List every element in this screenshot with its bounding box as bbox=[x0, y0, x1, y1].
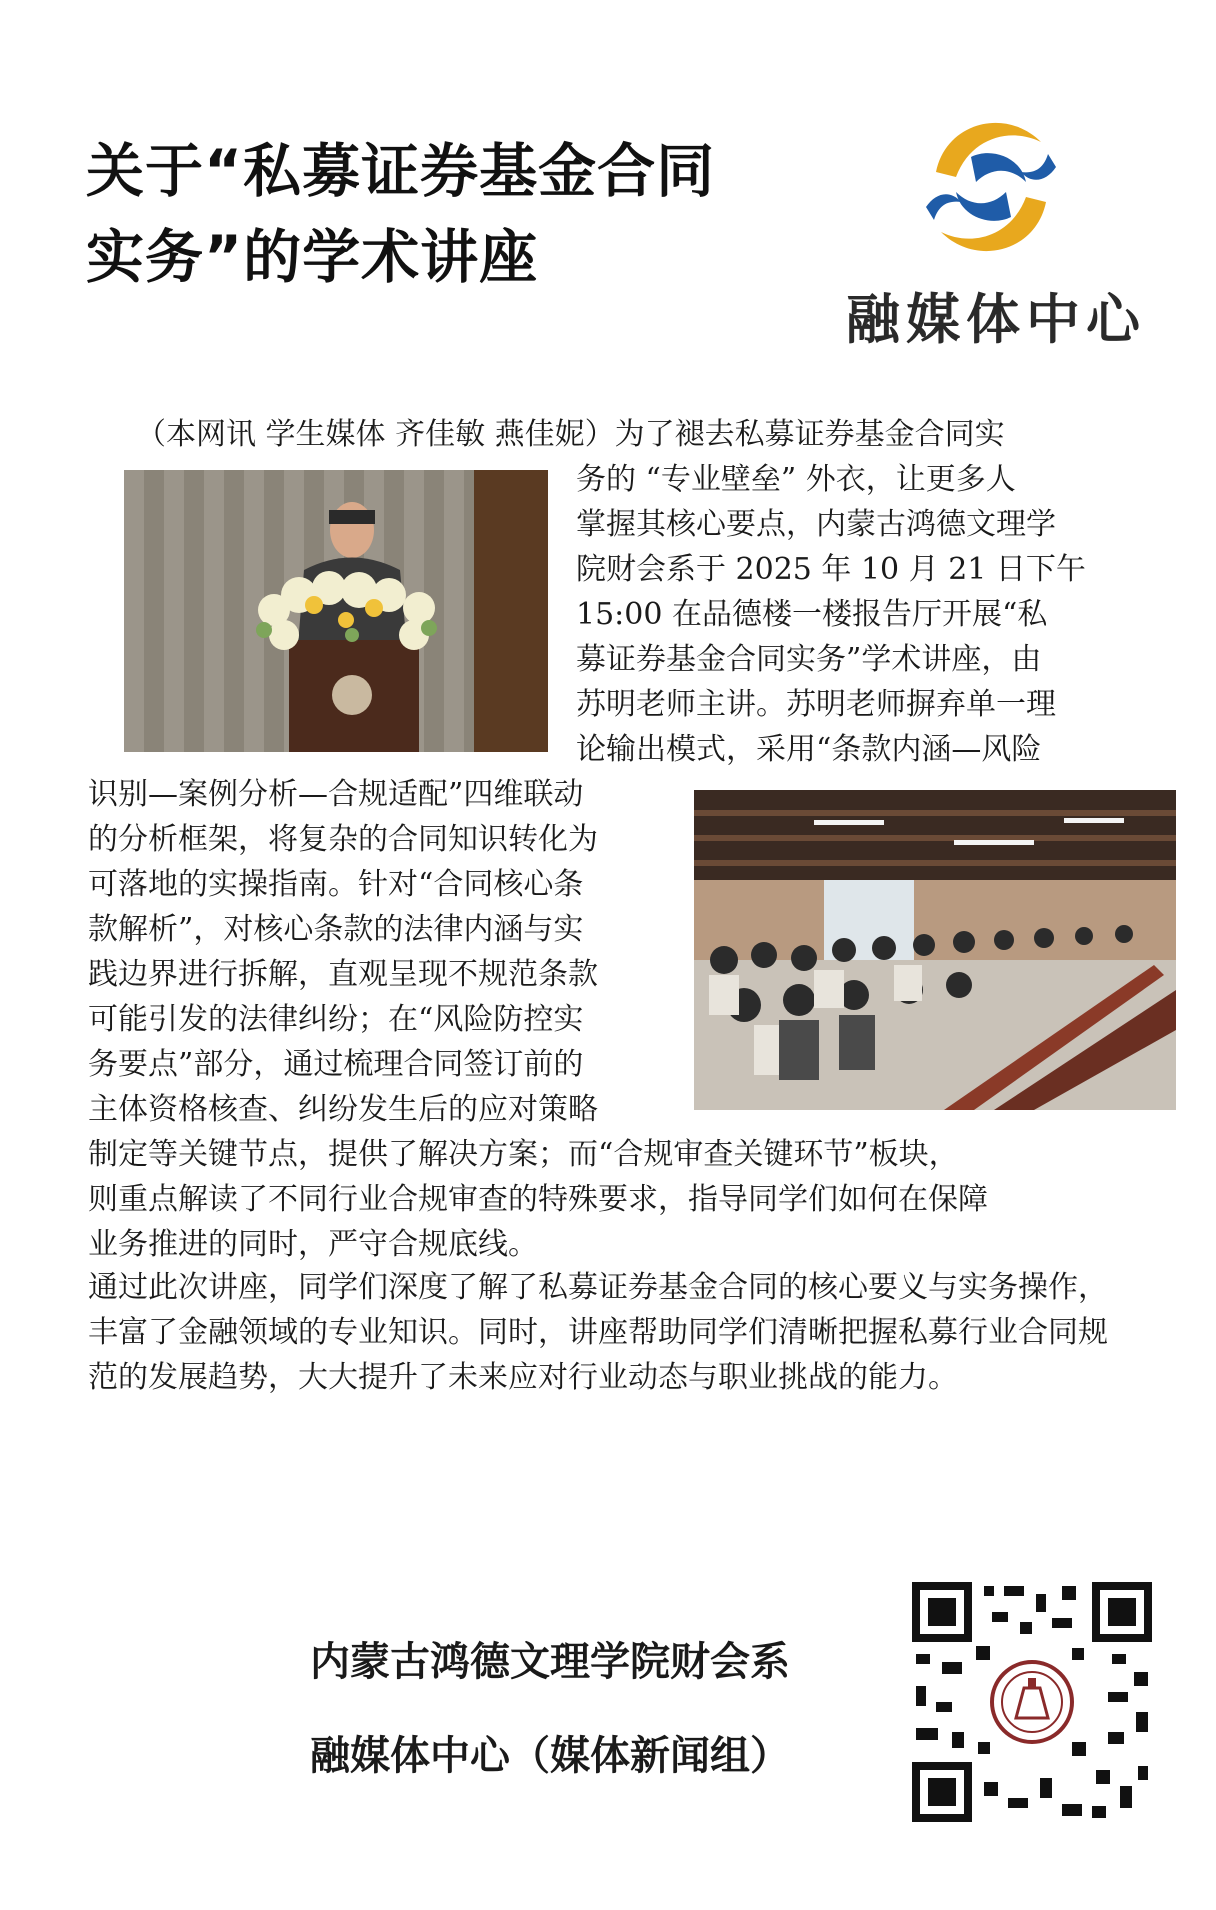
article-line: 则重点解读了不同行业合规审查的特殊要求，指导同学们如何在保障 bbox=[88, 1182, 988, 1217]
footer-organization: 内蒙古鸿德文理学院财会系 bbox=[310, 1639, 790, 1685]
article-line: 主体资格核查、纠纷发生后的应对策略 bbox=[88, 1092, 598, 1127]
article-title bbox=[86, 128, 806, 300]
article-line: 务要点”部分，通过梳理合同签订前的 bbox=[88, 1047, 584, 1082]
qr-code-icon[interactable] bbox=[912, 1582, 1152, 1822]
article-line: 院财会系于 2025 年 10 月 21 日下午 bbox=[576, 552, 1086, 587]
audience-photo bbox=[694, 790, 1176, 1110]
article-line: （本网讯 学生媒体 齐佳敏 燕佳妮）为了褪去私募证券基金合同实 bbox=[136, 417, 1005, 452]
footer-unit: 融媒体中心（媒体新闻组） bbox=[310, 1733, 790, 1779]
article-line: 苏明老师主讲。苏明老师摒弃单一理 bbox=[576, 687, 1056, 722]
article-line: 论输出模式，采用“条款内涵—风险 bbox=[576, 732, 1042, 767]
article-line: 掌握其核心要点，内蒙古鸿德文理学 bbox=[576, 507, 1056, 542]
article-line: 募证券基金合同实务”学术讲座，由 bbox=[576, 642, 1042, 677]
article-line: 识别—案例分析—合规适配”四维联动 bbox=[88, 777, 584, 812]
logo-swirl-icon bbox=[916, 112, 1066, 262]
article-line: 可落地的实操指南。针对“合同核心条 bbox=[88, 867, 584, 902]
logo-text: 融媒体中心 bbox=[846, 288, 1146, 351]
title-line-2: 实务”的学术讲座 bbox=[86, 223, 539, 291]
article-line: 款解析”，对核心条款的法律内涵与实 bbox=[88, 912, 584, 947]
speaker-photo bbox=[124, 470, 548, 752]
article-line: 可能引发的法律纠纷；在“风险防控实 bbox=[88, 1002, 584, 1037]
article-line: 务的 “专业壁垒” 外衣，让更多人 bbox=[576, 462, 1016, 497]
article-line: 15:00 在品德楼一楼报告厅开展“私 bbox=[576, 597, 1048, 632]
media-center-logo bbox=[826, 112, 1156, 352]
article-line: 践边界进行拆解，直观呈现不规范条款 bbox=[88, 957, 598, 992]
article-line: 制定等关键节点，提供了解决方案；而“合规审查关键环节”板块， bbox=[88, 1137, 959, 1172]
title-line-1: 关于“私募证券基金合同 bbox=[86, 137, 716, 205]
article-line: 的分析框架，将复杂的合同知识转化为 bbox=[88, 822, 598, 857]
article-line: 业务推进的同时，严守合规底线。 bbox=[88, 1227, 538, 1262]
article-paragraph-2: 通过此次讲座，同学们深度了解了私募证券基金合同的核心要义与实务操作，丰富了金融领域的专业知识。同时，讲座帮助同学们清晰把握私募行业合同规范的发展趋势，大大提升了未来应对行业动态与职业挑战的能力。 bbox=[88, 1270, 1108, 1395]
